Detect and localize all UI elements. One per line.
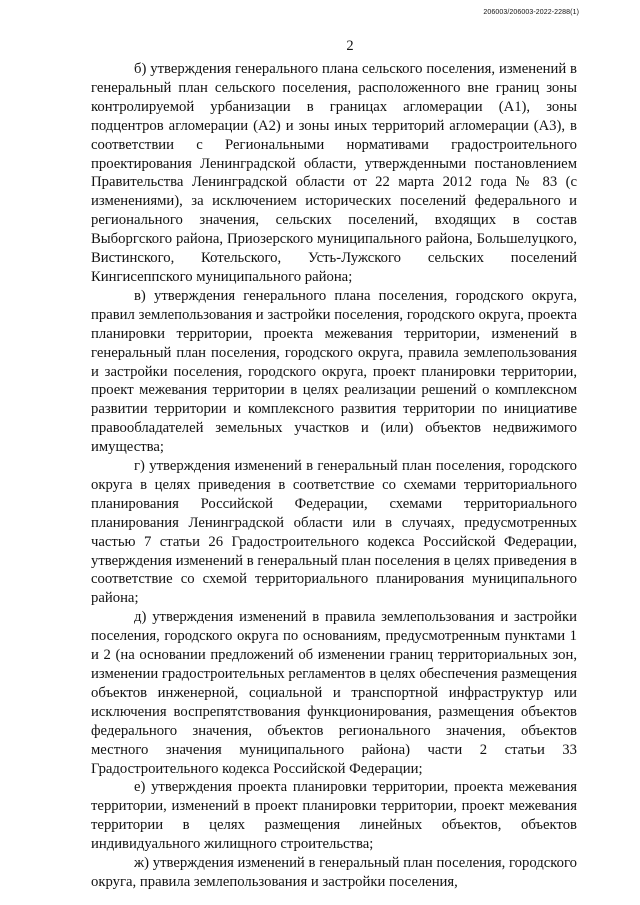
- page-number: 2: [346, 38, 354, 54]
- paragraph-v: в) утверждения генерального плана поселения, городского округа, правил землепользования и застройки поселения, городского округа, проекта планировки территории, проекта межевания территории, изменений в генеральный план поселения, городского округа, правила землепользования и застройки поселения, городского округа, проект планировки территории, проект межевания территории в целях реализации решений о комплексном развитии территории и комплексного развития территории по инициативе правообладателей земельных участков и (или) объектов недвижимого имущества;: [91, 287, 577, 456]
- document-body: [91, 60, 577, 892]
- paragraph-d: д) утверждения изменений в правила землепользования и застройки поселения, городского округа по основаниям, предусмотренным пунктами 1 и 2 (на основании предложений об изменении границ территориальных зон, изменении градостроительных регламентов в целях обеспечения размещения объектов инженерной, социальной и транспортной инфраструктур или исключения воспрепятствования функционирования, размещения объектов федерального значения, объектов регионального значения, объектов местного значения муниципального района) части 2 статьи 33 Градостроительного кодекса Российской Федерации;: [91, 609, 577, 777]
- paragraph-e: е) утверждения проекта планировки территории, проекта межевания территории, изменений в проект планировки территории, проект межевания территории в целях размещения линейных объектов, объектов индивидуального жилищного строительства;: [91, 779, 577, 853]
- paragraph-zh: ж) утверждения изменений в генеральный план поселения, городского округа, правила землепользования и застройки поселения,: [91, 855, 577, 890]
- paragraph-b: б) утверждения генерального плана сельского поселения, изменений в генеральный план сельского поселения, расположенного вне границ зоны контролируемой урбанизации в границах агломерации (А1), зоны подцентров агломерации (А2) и зоны иных территорий агломерации (А3), в соответствии с Региональными нормативами градостроительного проектирования Ленинградской области, утвержденными постановлением Правительства Ленинградской области от 22 марта 2012 года № 83 (с изменениями), за исключением исторических поселений федерального и регионального значения, сельских поселений, входящих в состав Выборгского района, Приозерского муниципального района, Большелуцкого, Вистинского, Котельского, Усть-Лужского сельских поселений Кингисеппского муниципального района;: [91, 61, 577, 285]
- document-registration-number: 206003/206003-2022-2288(1): [483, 9, 579, 16]
- paragraph-g: г) утверждения изменений в генеральный план поселения, городского округа в целях приведения в соответствие со схемами территориального планирования Российской Федерации, схемами территориального планирования Ленинградской области или в случаях, предусмотренных частью 7 статьи 26 Градостроительного кодекса Российской Федерации, утверждения изменений в генеральный план поселения в целях приведения в соответствие со схемой территориального планирования муниципального района;: [91, 458, 577, 607]
